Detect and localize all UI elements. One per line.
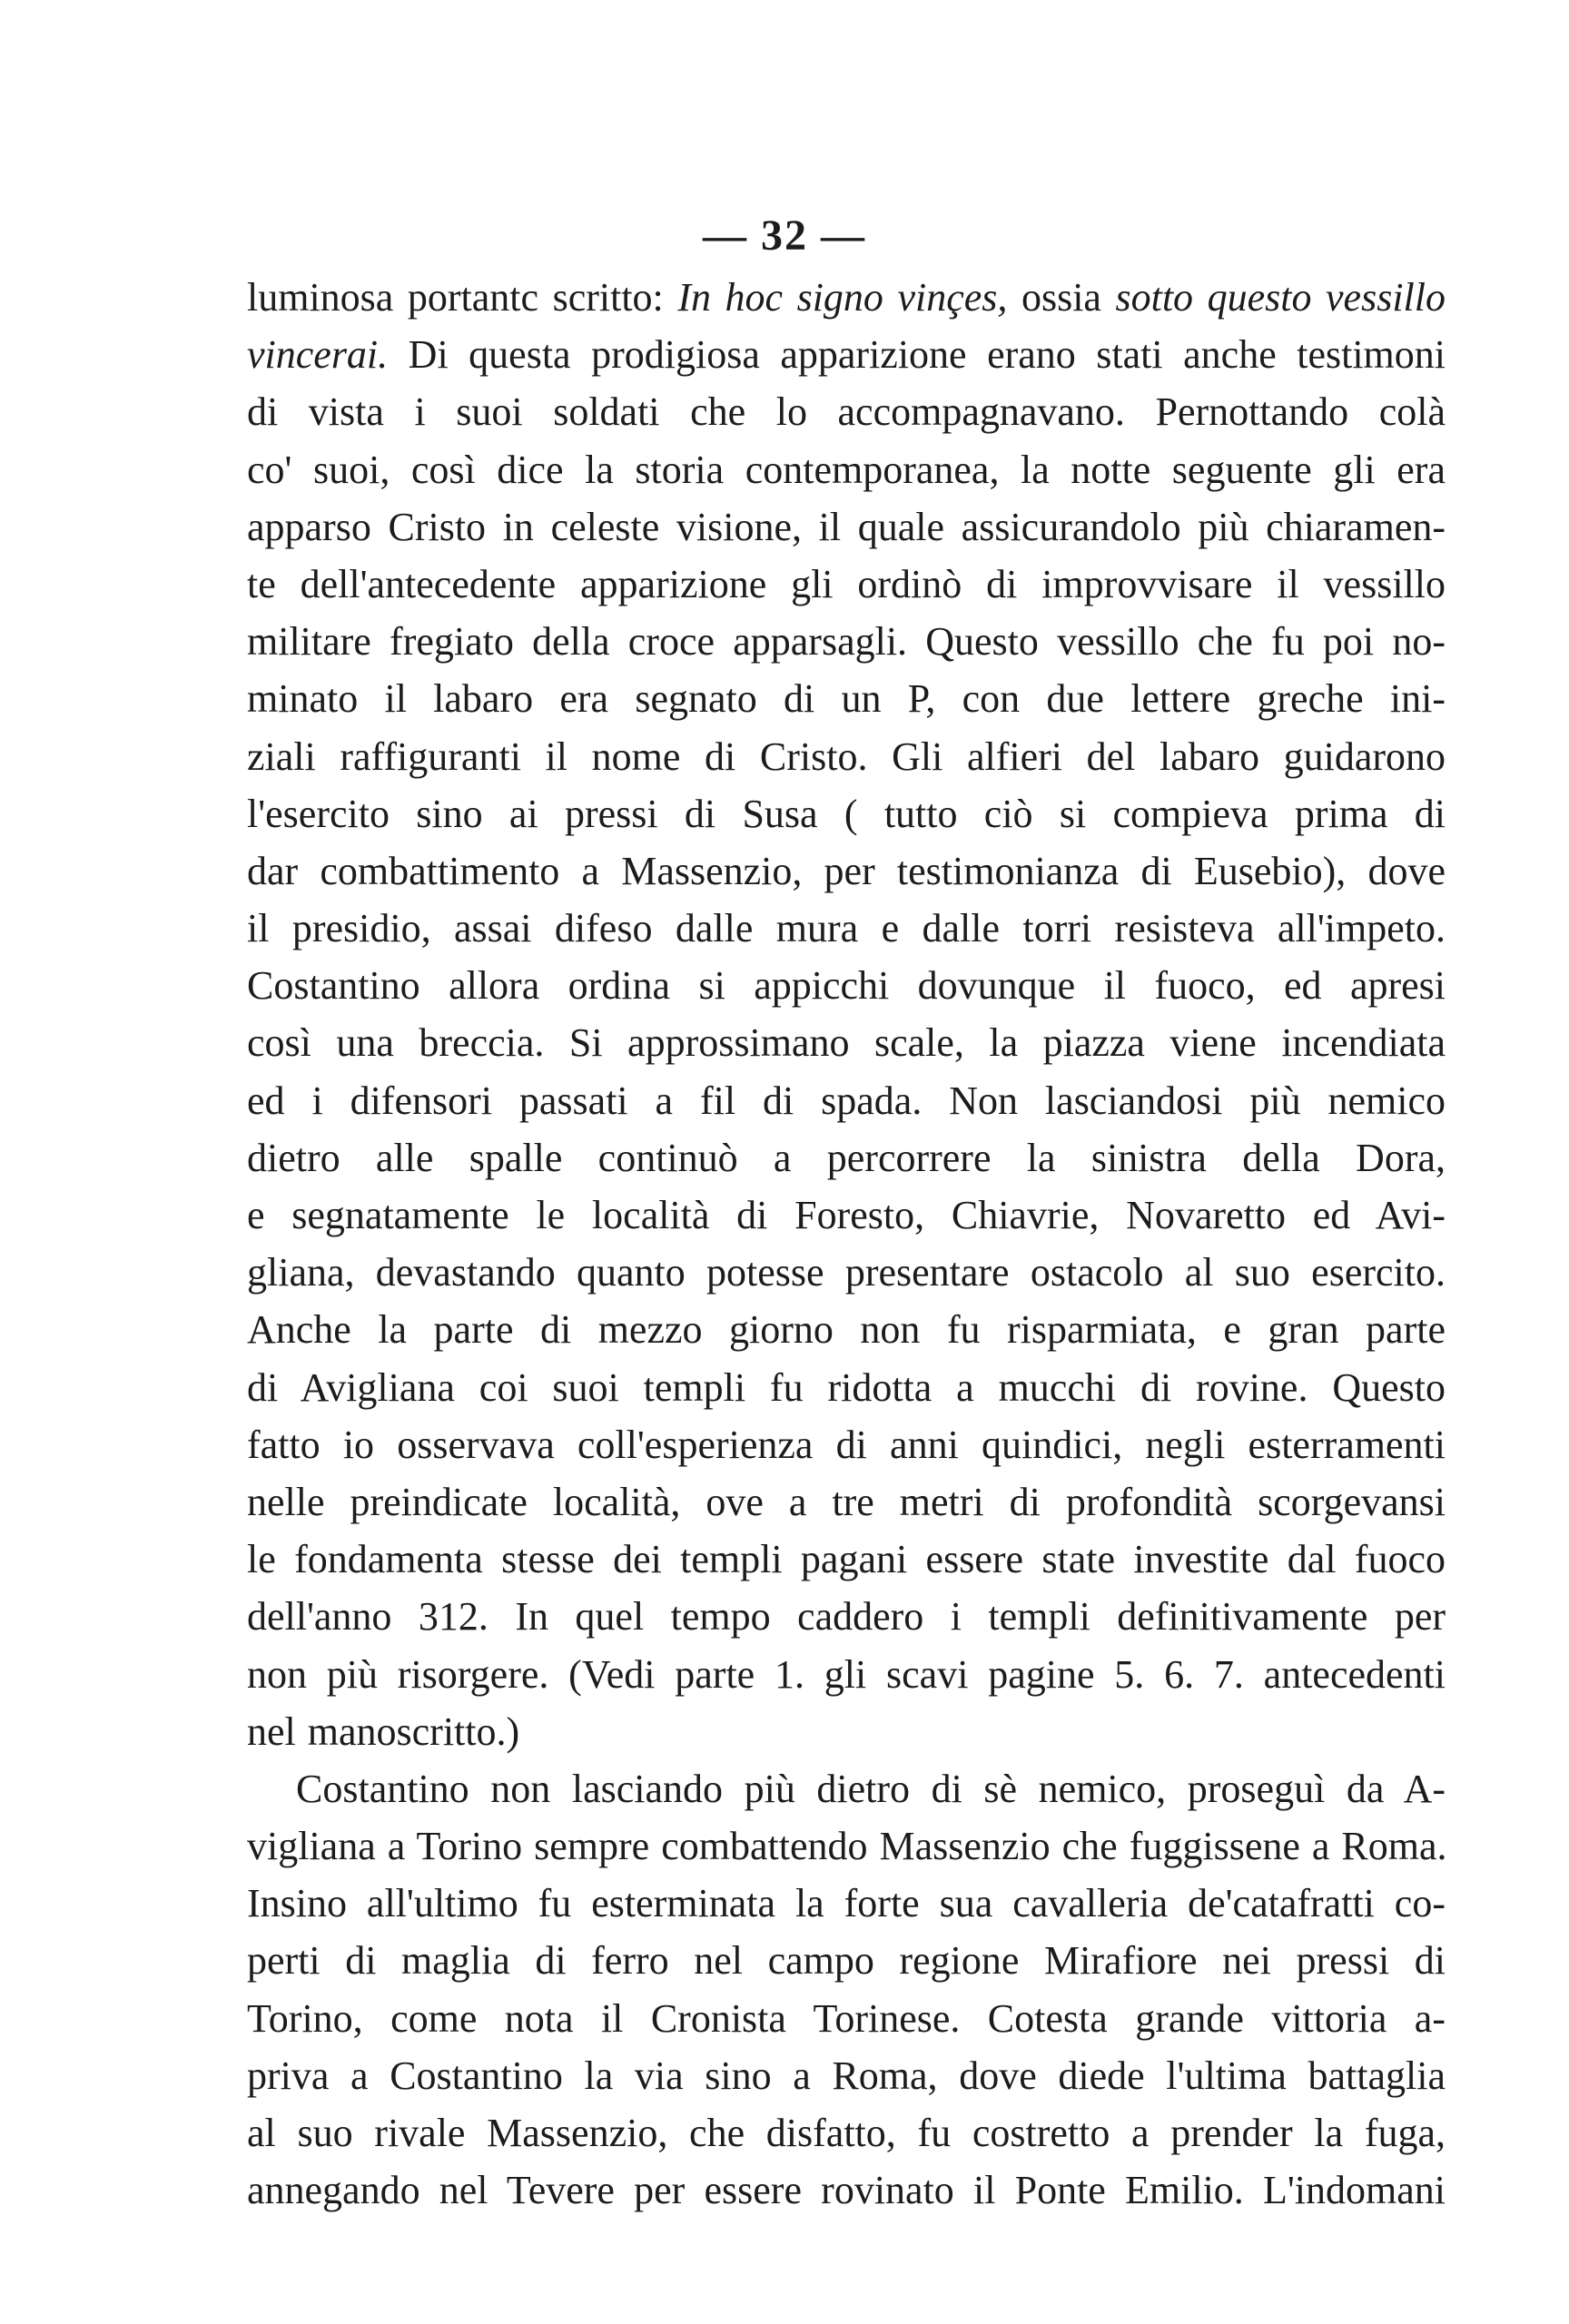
line-text: te dell'antecedente apparizione gli ordinò di improvvisare il vessillo (247, 561, 1446, 606)
line-text: e segnatamente le località di Foresto, Chiavrie, Novaretto ed Avi- (247, 1193, 1446, 1237)
text-line (247, 383, 1446, 440)
line-text: di Avigliana coi suoi templi fu ridotta a mucchi di rovine. Questo (247, 1364, 1446, 1410)
text-line (247, 1646, 1446, 1703)
line-text: dietro alle spalle continuò a percorrere la sinistra della Dora, (247, 1135, 1446, 1180)
line-text: perti di maglia di ferro nel campo regione Mirafiore nei pressi di (247, 1938, 1446, 1984)
line-text: ziali raffiguranti il nome di Cristo. Gli alfieri del labaro guidarono (247, 734, 1446, 779)
line-text: dell'anno 312. In quel tempo caddero i templi definitivamente per (247, 1594, 1446, 1640)
line-text: Costantino allora ordina si appicchi dovunque il fuoco, ed apresi (247, 963, 1446, 1009)
line-text: le fondamenta stesse dei templi pagani essere state investite dal fuoco (247, 1537, 1446, 1582)
text-line (247, 1817, 1446, 1875)
line-text: luminosa portantc scritto: (247, 275, 678, 320)
line-text: ed i difensori passati a fil di spada. Non lasciandosi più nemico (247, 1078, 1446, 1123)
text-line (247, 1416, 1446, 1473)
line-text: minato il labaro era segnato di un P, con due lettere greche ini- (247, 676, 1446, 722)
line-text: Anche la parte di mezzo giorno non fu risparmiata, e gran parte (247, 1307, 1446, 1353)
line-text: co' suoi, così dice la storia contemporanea, la notte seguente gli era (247, 447, 1446, 492)
text-line (247, 1990, 1446, 2047)
line-text: Insino all'ultimo fu esterminata la forte sua cavalleria de'catafratti co- (247, 1881, 1446, 1926)
italic-text: In hoc signo vinçes, (677, 275, 1008, 320)
text-line (247, 556, 1446, 613)
line-text: ossia (1007, 275, 1116, 320)
text-line (247, 1703, 1446, 1760)
line-text: di vista i suoi soldati che lo accompagnavano. Pernottando colà (247, 389, 1446, 435)
line-text: così una breccia. Si approssimano scale, la piazza viene incendiata (247, 1020, 1446, 1066)
text-line (247, 1244, 1446, 1301)
text-line (247, 785, 1446, 842)
line-text: nelle preindicate località, ove a tre metri di profondità scorgevansi (247, 1479, 1446, 1524)
line-text: al suo rivale Massenzio, che disfatto, fu costretto a prender la fuga, (247, 2111, 1446, 2155)
text-line (247, 2104, 1446, 2162)
text-line (247, 1875, 1446, 1932)
line-text: il presidio, assai difeso dalle mura e dalle torri resisteva all'impeto. (247, 906, 1446, 951)
line-text: apparso Cristo in celeste visione, il quale assicurandolo più chiaramen- (247, 504, 1446, 549)
text-line (247, 498, 1446, 556)
text-line (247, 1588, 1446, 1645)
text-line (247, 1760, 1446, 1817)
text-line (247, 1473, 1446, 1531)
line-text: Di questa prodigiosa apparizione erano stati anche testimoni (388, 332, 1446, 378)
text-line (247, 1072, 1446, 1129)
text-line (247, 900, 1446, 957)
italic-text: vincerai. (247, 332, 389, 378)
text-line (247, 2162, 1446, 2219)
line-text: l'esercito sino ai pressi di Susa ( tutto ciò si compieva prima di (247, 791, 1446, 836)
line-text: militare fregiato della croce apparsagli. Questo vessillo che fu poi no- (247, 619, 1446, 665)
text-line (247, 728, 1446, 785)
text-line (247, 1014, 1446, 1071)
text-line (247, 2047, 1446, 2104)
line-text: vigliana a Torino sempre combattendo Massenzio che fuggissene a Roma. (247, 1824, 1447, 1869)
body-text (247, 269, 1446, 2219)
line-text: Costantino non lasciando più dietro di sè nemico, proseguì da A- (296, 1766, 1446, 1811)
italic-text: sotto questo vessillo (1115, 275, 1446, 320)
text-line (247, 1932, 1446, 1989)
line-text: gliana, devastando quanto potesse presentare ostacolo al suo esercito. (247, 1250, 1446, 1295)
line-text: Torino, come nota il Cronista Torinese. Cotesta grande vittoria a- (247, 1995, 1446, 2041)
line-text: priva a Costantino la via sino a Roma, dove diede l'ultima battaglia (247, 2053, 1446, 2098)
text-line (247, 1187, 1446, 1244)
line-text: nel manoscritto.) (247, 1709, 520, 1754)
line-text: non più risorgere. (Vedi parte 1. gli scavi pagine 5. 6. 7. antecedenti (247, 1651, 1446, 1697)
text-line (247, 1531, 1446, 1588)
text-line (247, 613, 1446, 670)
text-line (247, 269, 1446, 326)
line-text: fatto io osservava coll'esperienza di anni quindici, negli esterramenti (247, 1422, 1446, 1467)
text-line (247, 1359, 1446, 1416)
text-line (247, 842, 1446, 900)
line-text: dar combattimento a Massenzio, per testimonianza di Eusebio), dove (247, 848, 1446, 893)
text-line (247, 957, 1446, 1014)
text-line (247, 441, 1446, 498)
page-number: — 32 — (703, 212, 866, 260)
text-line (247, 326, 1446, 383)
text-line (247, 1129, 1446, 1187)
line-text: annegando nel Tevere per essere rovinato il Ponte Emilio. L'indomani (247, 2168, 1446, 2213)
text-line (247, 1301, 1446, 1358)
text-line (247, 670, 1446, 727)
